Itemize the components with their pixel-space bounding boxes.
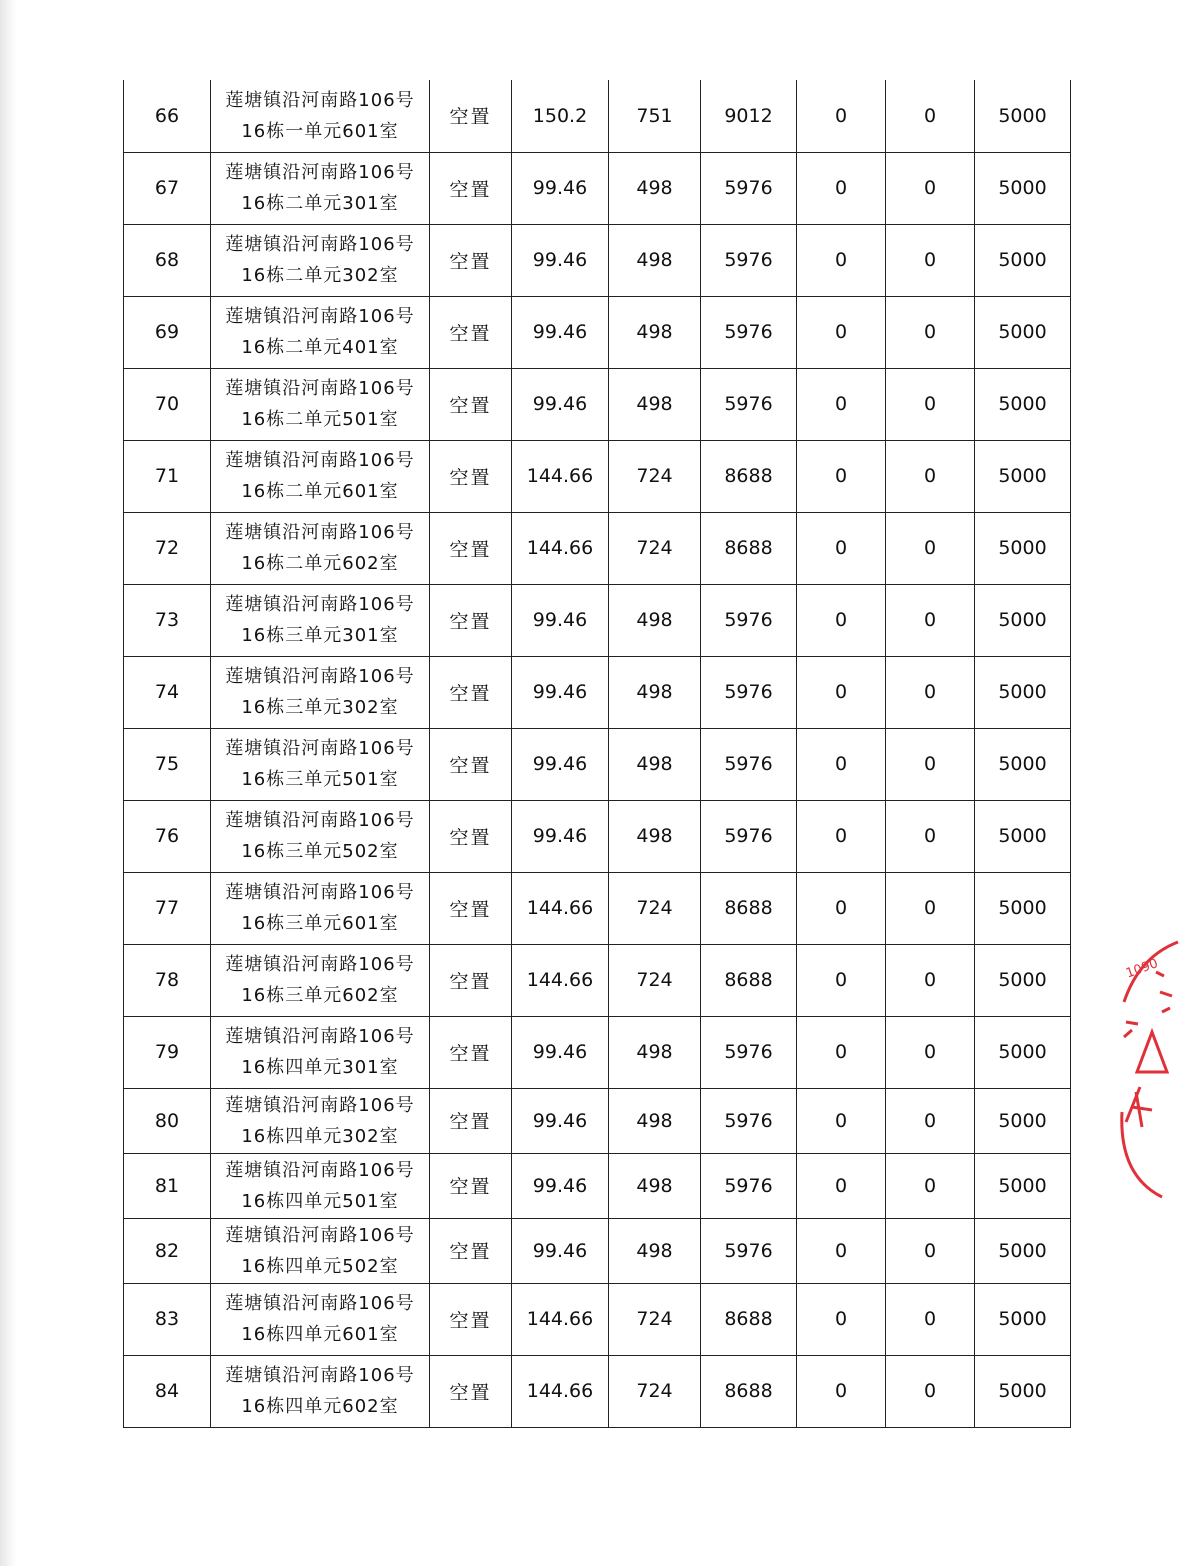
address-line-1: 莲塘镇沿河南路106号 — [225, 594, 415, 615]
address-line-2: 16栋三单元602室 — [241, 985, 399, 1006]
value-cell-a: 0 — [797, 1088, 886, 1153]
value-cell-b: 0 — [886, 944, 975, 1016]
address-line-1: 莲塘镇沿河南路106号 — [225, 1293, 415, 1314]
status-cell: 空置 — [430, 152, 512, 224]
status-cell: 空置 — [430, 944, 512, 1016]
annual-rent-cell: 5976 — [701, 224, 797, 296]
address-line-2: 16栋二单元602室 — [241, 553, 399, 574]
annual-rent-cell: 5976 — [701, 152, 797, 224]
value-cell-c: 5000 — [975, 224, 1071, 296]
address-cell — [211, 1218, 430, 1283]
table-row — [124, 872, 1071, 944]
address-cell — [211, 944, 430, 1016]
table-row — [124, 440, 1071, 512]
annual-rent-cell: 5976 — [701, 1218, 797, 1283]
address-line-1: 莲塘镇沿河南路106号 — [225, 1224, 415, 1246]
area-cell: 144.66 — [512, 1355, 609, 1427]
status-cell: 空置 — [430, 512, 512, 584]
value-cell-c: 5000 — [975, 1283, 1071, 1355]
area-cell: 144.66 — [512, 1283, 609, 1355]
value-cell-a: 0 — [797, 152, 886, 224]
address-cell — [211, 1153, 430, 1218]
table-row — [124, 656, 1071, 728]
status-cell: 空置 — [430, 872, 512, 944]
table-row — [124, 800, 1071, 872]
address-line-2: 16栋三单元502室 — [241, 841, 399, 862]
value-cell-b: 0 — [886, 728, 975, 800]
address-cell — [211, 872, 430, 944]
value-cell-b: 0 — [886, 1355, 975, 1427]
status-cell: 空置 — [430, 1218, 512, 1283]
table-row — [124, 512, 1071, 584]
table-row — [124, 728, 1071, 800]
area-cell: 144.66 — [512, 872, 609, 944]
monthly-rent-cell: 724 — [609, 512, 701, 584]
address-cell — [211, 440, 430, 512]
value-cell-b: 0 — [886, 1016, 975, 1088]
status-cell: 空置 — [430, 224, 512, 296]
value-cell-b: 0 — [886, 584, 975, 656]
property-table — [123, 80, 1071, 1428]
annual-rent-cell: 8688 — [701, 1355, 797, 1427]
row-number: 72 — [124, 512, 211, 584]
area-cell: 99.46 — [512, 584, 609, 656]
status-cell: 空置 — [430, 800, 512, 872]
row-number: 76 — [124, 800, 211, 872]
value-cell-b: 0 — [886, 296, 975, 368]
annual-rent-cell: 8688 — [701, 1283, 797, 1355]
value-cell-b: 0 — [886, 80, 975, 152]
table-row — [124, 944, 1071, 1016]
table-row — [124, 224, 1071, 296]
table-row — [124, 152, 1071, 224]
area-cell: 99.46 — [512, 800, 609, 872]
monthly-rent-cell: 498 — [609, 1016, 701, 1088]
value-cell-b: 0 — [886, 872, 975, 944]
value-cell-b: 0 — [886, 152, 975, 224]
row-number: 77 — [124, 872, 211, 944]
status-cell: 空置 — [430, 368, 512, 440]
value-cell-a: 0 — [797, 296, 886, 368]
status-cell: 空置 — [430, 656, 512, 728]
value-cell-c: 5000 — [975, 368, 1071, 440]
address-line-2: 16栋三单元302室 — [241, 697, 399, 718]
annual-rent-cell: 5976 — [701, 368, 797, 440]
annual-rent-cell: 5976 — [701, 1016, 797, 1088]
monthly-rent-cell: 498 — [609, 1218, 701, 1283]
value-cell-a: 0 — [797, 1218, 886, 1283]
address-line-1: 莲塘镇沿河南路106号 — [225, 1365, 415, 1386]
address-line-2: 16栋二单元302室 — [241, 265, 399, 286]
value-cell-a: 0 — [797, 1355, 886, 1427]
annual-rent-cell: 5976 — [701, 1153, 797, 1218]
table-row — [124, 80, 1071, 152]
row-number: 73 — [124, 584, 211, 656]
monthly-rent-cell: 498 — [609, 584, 701, 656]
area-cell: 99.46 — [512, 224, 609, 296]
value-cell-c: 5000 — [975, 1355, 1071, 1427]
annual-rent-cell: 8688 — [701, 872, 797, 944]
value-cell-c: 5000 — [975, 728, 1071, 800]
row-number: 83 — [124, 1283, 211, 1355]
value-cell-c: 5000 — [975, 872, 1071, 944]
value-cell-a: 0 — [797, 1153, 886, 1218]
address-line-1: 莲塘镇沿河南路106号 — [225, 522, 415, 543]
address-cell — [211, 224, 430, 296]
address-cell — [211, 152, 430, 224]
table-row — [124, 1153, 1071, 1218]
value-cell-a: 0 — [797, 1016, 886, 1088]
area-cell: 99.46 — [512, 656, 609, 728]
annual-rent-cell: 5976 — [701, 728, 797, 800]
value-cell-c: 5000 — [975, 440, 1071, 512]
address-cell — [211, 584, 430, 656]
row-number: 82 — [124, 1218, 211, 1283]
address-line-2: 16栋二单元301室 — [241, 193, 399, 214]
status-cell: 空置 — [430, 296, 512, 368]
value-cell-a: 0 — [797, 584, 886, 656]
annual-rent-cell: 8688 — [701, 440, 797, 512]
value-cell-a: 0 — [797, 368, 886, 440]
row-number: 68 — [124, 224, 211, 296]
address-line-1: 莲塘镇沿河南路106号 — [225, 882, 415, 903]
address-line-2: 16栋四单元601室 — [241, 1324, 399, 1345]
area-cell: 99.46 — [512, 1016, 609, 1088]
monthly-rent-cell: 498 — [609, 1088, 701, 1153]
value-cell-c: 5000 — [975, 1016, 1071, 1088]
value-cell-b: 0 — [886, 224, 975, 296]
value-cell-a: 0 — [797, 512, 886, 584]
area-cell: 150.2 — [512, 80, 609, 152]
value-cell-b: 0 — [886, 512, 975, 584]
address-cell — [211, 656, 430, 728]
address-line-1: 莲塘镇沿河南路106号 — [225, 450, 415, 471]
table-row — [124, 1016, 1071, 1088]
status-cell: 空置 — [430, 1283, 512, 1355]
address-cell — [211, 368, 430, 440]
status-cell: 空置 — [430, 80, 512, 152]
value-cell-a: 0 — [797, 440, 886, 512]
value-cell-b: 0 — [886, 1218, 975, 1283]
area-cell: 144.66 — [512, 440, 609, 512]
monthly-rent-cell: 498 — [609, 368, 701, 440]
status-cell: 空置 — [430, 440, 512, 512]
value-cell-c: 5000 — [975, 1153, 1071, 1218]
table-row — [124, 1283, 1071, 1355]
value-cell-b: 0 — [886, 368, 975, 440]
annual-rent-cell: 5976 — [701, 296, 797, 368]
value-cell-c: 5000 — [975, 80, 1071, 152]
address-line-2: 16栋一单元601室 — [241, 120, 399, 142]
monthly-rent-cell: 498 — [609, 224, 701, 296]
address-cell — [211, 296, 430, 368]
table-row — [124, 296, 1071, 368]
annual-rent-cell: 5976 — [701, 800, 797, 872]
value-cell-c: 5000 — [975, 944, 1071, 1016]
address-cell — [211, 800, 430, 872]
status-cell: 空置 — [430, 1016, 512, 1088]
area-cell: 99.46 — [512, 728, 609, 800]
address-line-1: 莲塘镇沿河南路106号 — [225, 378, 415, 399]
value-cell-b: 0 — [886, 440, 975, 512]
value-cell-b: 0 — [886, 1153, 975, 1218]
address-cell — [211, 728, 430, 800]
value-cell-c: 5000 — [975, 1088, 1071, 1153]
monthly-rent-cell: 498 — [609, 656, 701, 728]
address-line-1: 莲塘镇沿河南路106号 — [225, 234, 415, 255]
address-line-2: 16栋四单元502室 — [241, 1255, 399, 1277]
row-number: 71 — [124, 440, 211, 512]
annual-rent-cell: 5976 — [701, 584, 797, 656]
table-row — [124, 584, 1071, 656]
address-line-1: 莲塘镇沿河南路106号 — [225, 1159, 415, 1181]
row-number: 70 — [124, 368, 211, 440]
address-line-1: 莲塘镇沿河南路106号 — [225, 666, 415, 687]
address-line-2: 16栋二单元401室 — [241, 337, 399, 358]
address-line-1: 莲塘镇沿河南路106号 — [225, 162, 415, 183]
monthly-rent-cell: 498 — [609, 296, 701, 368]
row-number: 67 — [124, 152, 211, 224]
area-cell: 99.46 — [512, 1218, 609, 1283]
annual-rent-cell: 8688 — [701, 512, 797, 584]
value-cell-a: 0 — [797, 944, 886, 1016]
address-line-1: 莲塘镇沿河南路106号 — [225, 954, 415, 975]
monthly-rent-cell: 724 — [609, 1283, 701, 1355]
address-line-1: 莲塘镇沿河南路106号 — [225, 1094, 415, 1116]
address-line-1: 莲塘镇沿河南路106号 — [225, 89, 415, 111]
address-line-1: 莲塘镇沿河南路106号 — [225, 810, 415, 831]
row-number: 75 — [124, 728, 211, 800]
address-cell — [211, 512, 430, 584]
address-cell — [211, 1016, 430, 1088]
value-cell-a: 0 — [797, 872, 886, 944]
annual-rent-cell: 8688 — [701, 944, 797, 1016]
address-line-2: 16栋二单元501室 — [241, 409, 399, 430]
row-number: 79 — [124, 1016, 211, 1088]
row-number: 80 — [124, 1088, 211, 1153]
area-cell: 99.46 — [512, 368, 609, 440]
value-cell-a: 0 — [797, 1283, 886, 1355]
table-body — [124, 80, 1071, 1427]
address-line-2: 16栋四单元301室 — [241, 1057, 399, 1078]
value-cell-c: 5000 — [975, 512, 1071, 584]
area-cell: 99.46 — [512, 1153, 609, 1218]
value-cell-b: 0 — [886, 1283, 975, 1355]
row-number: 84 — [124, 1355, 211, 1427]
area-cell: 99.46 — [512, 152, 609, 224]
annual-rent-cell: 5976 — [701, 1088, 797, 1153]
area-cell: 144.66 — [512, 512, 609, 584]
address-line-2: 16栋四单元302室 — [241, 1125, 399, 1147]
monthly-rent-cell: 724 — [609, 872, 701, 944]
area-cell: 99.46 — [512, 1088, 609, 1153]
table-row — [124, 368, 1071, 440]
address-line-2: 16栋三单元301室 — [241, 625, 399, 646]
value-cell-c: 5000 — [975, 584, 1071, 656]
address-line-2: 16栋四单元602室 — [241, 1396, 399, 1417]
annual-rent-cell: 5976 — [701, 656, 797, 728]
stamp-partial-text: 1090 — [1123, 956, 1161, 982]
address-line-1: 莲塘镇沿河南路106号 — [225, 738, 415, 759]
address-cell — [211, 1355, 430, 1427]
address-cell — [211, 80, 430, 152]
monthly-rent-cell: 724 — [609, 1355, 701, 1427]
status-cell: 空置 — [430, 728, 512, 800]
value-cell-a: 0 — [797, 80, 886, 152]
area-cell: 144.66 — [512, 944, 609, 1016]
address-line-2: 16栋三单元601室 — [241, 913, 399, 934]
address-line-2: 16栋二单元601室 — [241, 481, 399, 502]
value-cell-c: 5000 — [975, 800, 1071, 872]
monthly-rent-cell: 498 — [609, 800, 701, 872]
value-cell-c: 5000 — [975, 656, 1071, 728]
address-line-2: 16栋三单元501室 — [241, 769, 399, 790]
scan-page-edge — [0, 0, 16, 1566]
row-number: 69 — [124, 296, 211, 368]
value-cell-b: 0 — [886, 1088, 975, 1153]
value-cell-b: 0 — [886, 800, 975, 872]
table-row — [124, 1088, 1071, 1153]
table-row — [124, 1218, 1071, 1283]
monthly-rent-cell: 498 — [609, 728, 701, 800]
value-cell-a: 0 — [797, 656, 886, 728]
monthly-rent-cell: 498 — [609, 152, 701, 224]
address-cell — [211, 1088, 430, 1153]
address-line-1: 莲塘镇沿河南路106号 — [225, 306, 415, 327]
address-line-1: 莲塘镇沿河南路106号 — [225, 1026, 415, 1047]
row-number: 66 — [124, 80, 211, 152]
value-cell-c: 5000 — [975, 296, 1071, 368]
official-seal-stamp — [1112, 912, 1182, 1202]
monthly-rent-cell: 724 — [609, 440, 701, 512]
row-number: 78 — [124, 944, 211, 1016]
value-cell-a: 0 — [797, 728, 886, 800]
status-cell: 空置 — [430, 1355, 512, 1427]
monthly-rent-cell: 724 — [609, 944, 701, 1016]
status-cell: 空置 — [430, 584, 512, 656]
value-cell-a: 0 — [797, 800, 886, 872]
address-line-2: 16栋四单元501室 — [241, 1190, 399, 1212]
monthly-rent-cell: 498 — [609, 1153, 701, 1218]
row-number: 74 — [124, 656, 211, 728]
value-cell-c: 5000 — [975, 1218, 1071, 1283]
row-number: 81 — [124, 1153, 211, 1218]
status-cell: 空置 — [430, 1153, 512, 1218]
table-row — [124, 1355, 1071, 1427]
value-cell-b: 0 — [886, 656, 975, 728]
annual-rent-cell: 9012 — [701, 80, 797, 152]
address-cell — [211, 1283, 430, 1355]
value-cell-a: 0 — [797, 224, 886, 296]
monthly-rent-cell: 751 — [609, 80, 701, 152]
status-cell: 空置 — [430, 1088, 512, 1153]
value-cell-c: 5000 — [975, 152, 1071, 224]
area-cell: 99.46 — [512, 296, 609, 368]
